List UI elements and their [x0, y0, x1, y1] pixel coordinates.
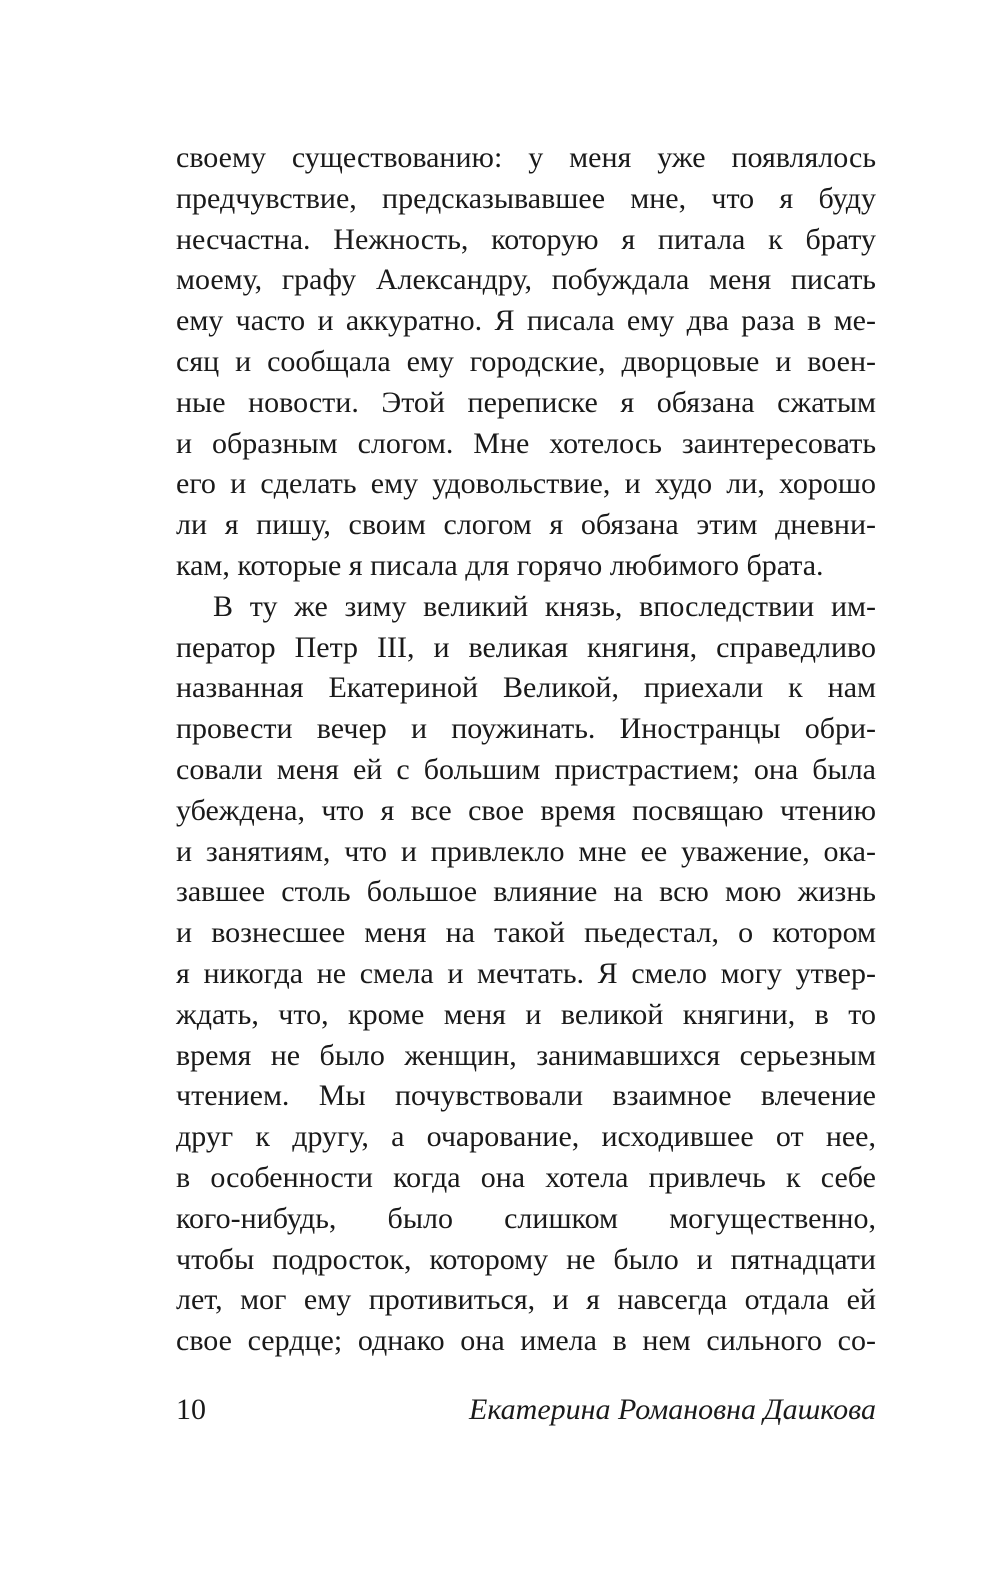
text-line: убеждена, что я все свое время посвящаю чтению	[176, 793, 876, 827]
text-line: предчувствие, предсказывавшее мне, что я буду	[176, 181, 876, 215]
text-line: совали меня ей с большим пристрастием; она была	[176, 752, 876, 786]
text-line: его и сделать ему удовольствие, и худо ли, хорошо	[176, 467, 876, 501]
text-line: кого-нибудь, было слишком могущественно,	[176, 1201, 876, 1235]
text-line: в особенности когда она хотела привлечь к себе	[176, 1160, 876, 1194]
text-line: чтением. Мы почувствовали взаимное влечение	[176, 1079, 876, 1113]
page-footer	[176, 1390, 876, 1430]
text-line: я никогда не смела и мечтать. Я смело могу утвер-	[176, 956, 876, 990]
text-line: и занятиям, что и привлекло мне ее уважение, ока-	[176, 834, 876, 868]
text-line: ли я пишу, своим слогом я обязана этим дневни-	[176, 508, 876, 542]
text-line: чтобы подросток, которому не было и пятнадцати	[176, 1242, 876, 1276]
text-line: провести вечер и поужинать. Иностранцы обри-	[176, 712, 876, 746]
page-number: 10	[176, 1393, 206, 1426]
text-line: ему часто и аккуратно. Я писала ему два раза в ме-	[176, 304, 876, 338]
running-head-author: Екатерина Романовна Дашкова	[469, 1393, 876, 1426]
text-line: названная Екатериной Великой, приехали к нам	[176, 671, 876, 705]
text-line: свое сердце; однако она имела в нем сильного со-	[176, 1324, 876, 1358]
text-line: друг к другу, а очарование, исходившее от нее,	[176, 1120, 876, 1154]
text-line: сяц и сообщала ему городские, дворцовые и воен-	[176, 344, 876, 378]
text-line: ператор Петр III, и великая княгиня, справедливо	[176, 630, 876, 664]
text-line: и образным слогом. Мне хотелось заинтересовать	[176, 426, 876, 460]
text-line: моему, графу Александру, побуждала меня писать	[176, 263, 876, 297]
text-line: завшее столь большое влияние на всю мою жизнь	[176, 875, 876, 909]
text-line: лет, мог ему противиться, и я навсегда отдала ей	[176, 1283, 876, 1317]
text-block	[176, 138, 876, 1362]
text-line: своему существованию: у меня уже появлялось	[176, 141, 876, 174]
text-line: время не было женщин, занимавшихся серьезным	[176, 1038, 876, 1072]
paragraph-first-line: В ту же зиму великий князь, впоследствии им-	[213, 589, 876, 623]
text-line: ждать, что, кроме меня и великой княгини, в то	[176, 997, 876, 1031]
text-line: ные новости. Этой переписке я обязана сжатым	[176, 385, 876, 419]
text-line: несчастна. Нежность, которую я питала к брату	[176, 222, 876, 256]
paragraph-end-line: кам, которые я писала для горячо любимого брата.	[176, 548, 824, 582]
text-line: и вознесшее меня на такой пьедестал, о котором	[176, 916, 876, 950]
